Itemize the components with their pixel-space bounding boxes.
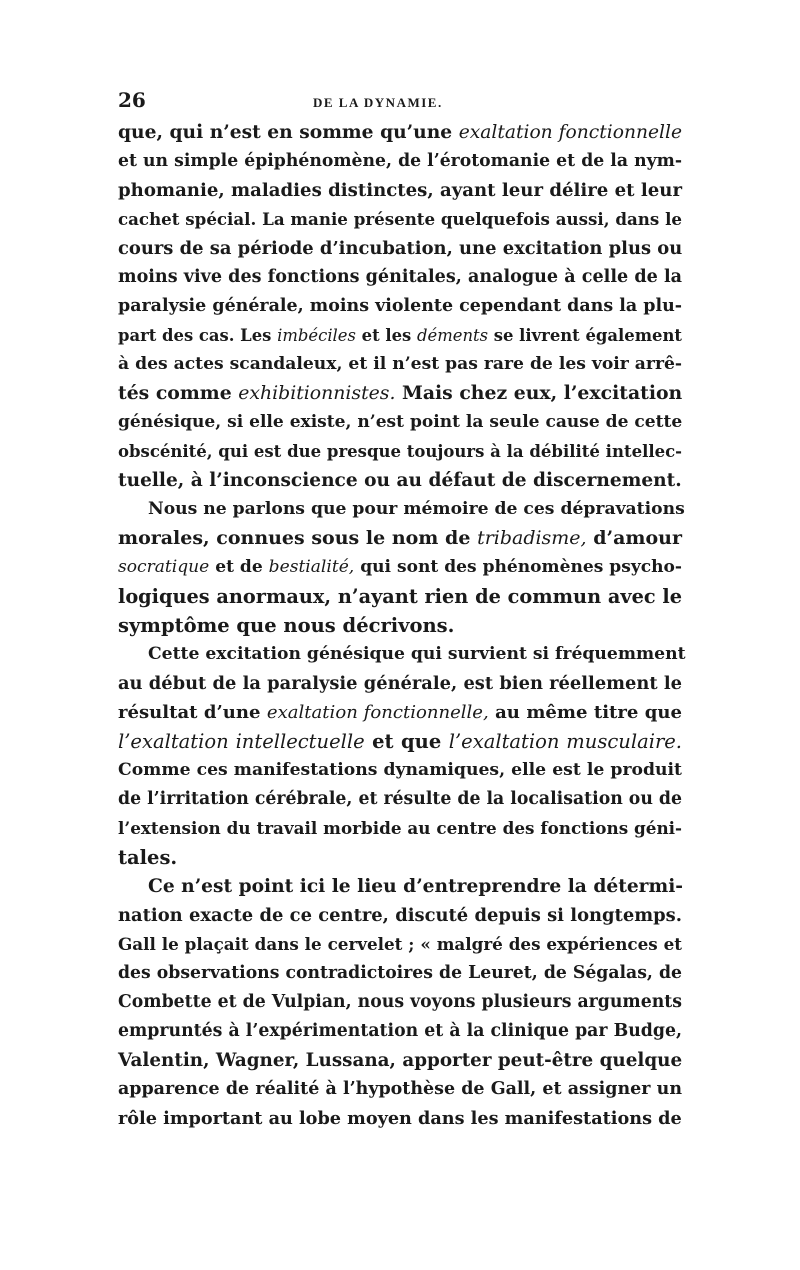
paragraph <box>118 118 682 495</box>
italic-term: imbéciles <box>277 326 356 345</box>
italic-term: déments <box>417 326 489 345</box>
text-run: qui sont des phénomènes psycho- <box>354 557 682 577</box>
text-line <box>118 495 685 524</box>
text-line <box>118 205 682 234</box>
text-run: moins vive des fonctions génitales, analogue à celle de la <box>118 267 682 287</box>
text-run: nation exacte de ce centre, discuté depuis si longtemps. <box>118 905 682 926</box>
text-run: empruntés à l’expérimentation et à la clinique par Budge, <box>118 1021 682 1041</box>
text-run: obscénité, qui est due presque toujours à la débilité intellec- <box>118 441 682 461</box>
text-line <box>118 263 682 292</box>
running-head: DE LA DYNAMIE. <box>313 95 443 110</box>
text-run: symptôme que nous décrivons. <box>118 614 455 637</box>
text-line <box>118 553 682 582</box>
text-run: phomanie, maladies distinctes, ayant leur délire et leur <box>118 180 682 201</box>
text-run: morales, connues sous le nom de <box>118 527 478 549</box>
text-line <box>118 176 682 205</box>
text-run: que, qui n’est en somme qu’une <box>118 121 459 143</box>
text-line <box>118 234 682 263</box>
text-run: l’extension du travail morbide au centre des fonctions géni- <box>118 818 682 838</box>
text-line <box>118 930 682 959</box>
text-line <box>118 988 682 1017</box>
italic-term: bestialité, <box>268 557 355 577</box>
italic-term: exaltation fonctionnelle, <box>266 702 489 723</box>
text-line <box>118 292 682 321</box>
text-run: et que <box>364 730 449 753</box>
text-run: tés comme <box>118 382 239 404</box>
text-line <box>118 872 682 901</box>
text-line <box>118 437 682 466</box>
text-run: logiques anormaux, n’ayant rien de commun avec le <box>118 585 682 608</box>
text-line <box>118 785 682 814</box>
text-run: tales. <box>118 846 178 869</box>
text-run: Ce n’est point ici le lieu d’entreprendre la détermi- <box>148 875 684 897</box>
italic-term: exaltation fonctionnelle <box>458 122 682 143</box>
text-run: résultat d’une <box>118 702 267 723</box>
text-line <box>118 1075 682 1104</box>
text-run: et de <box>209 557 269 577</box>
text-run: des observations contradictoires de Leuret, de Ségalas, de <box>118 963 682 983</box>
text-run: Cette excitation génésique qui survient si fréquemment <box>148 644 686 664</box>
text-line <box>118 582 682 611</box>
text-line <box>118 669 682 698</box>
text-line <box>118 321 682 350</box>
text-run: au même titre que <box>488 702 682 723</box>
text-line <box>118 756 682 785</box>
text-run: part des cas. Les <box>118 326 278 345</box>
text-line <box>118 959 682 988</box>
text-line <box>118 1104 682 1133</box>
text-line <box>118 1046 682 1075</box>
text-run: cours de sa période d’incubation, une excitation plus ou <box>118 238 683 259</box>
text-run: à des actes scandaleux, et il n’est pas rare de les voir arrê- <box>118 354 682 374</box>
text-run: Comme ces manifestations dynamiques, elle est le produit <box>118 760 682 780</box>
page-header <box>118 88 682 118</box>
text-line <box>118 147 682 176</box>
text-run: Combette et de Vulpian, nous voyons plusieurs arguments <box>118 992 682 1012</box>
text-run: et un simple épiphénomène, de l’érotomanie et de la nym- <box>118 151 682 171</box>
text-line <box>118 408 682 437</box>
text-line <box>118 379 682 408</box>
text-run: Mais chez eux, l’excitation <box>395 382 683 404</box>
book-page <box>118 88 686 1133</box>
text-run: se livrent également <box>488 326 682 345</box>
text-run: et les <box>355 326 418 345</box>
text-run: de l’irritation cérébrale, et résulte de la localisation ou de <box>118 789 682 809</box>
italic-term: socratique <box>118 557 210 577</box>
text-run: rôle important au lobe moyen dans les manifestations de <box>118 1108 682 1129</box>
italic-term: tribadisme, <box>477 527 587 549</box>
body-text <box>118 118 686 1133</box>
text-run: Nous ne parlons que pour mémoire de ces dépravations <box>148 499 685 519</box>
text-run: Valentin, Wagner, Lussana, apporter peut-être quelque <box>118 1050 683 1071</box>
text-run: paralysie générale, moins violente cependant dans la plu- <box>118 296 682 316</box>
paragraph <box>118 872 682 1133</box>
text-run: tuelle, à l’inconscience ou au défaut de discernement. <box>118 470 682 491</box>
text-line <box>118 698 682 727</box>
text-run: Gall le plaçait dans le cervelet ; « malgré des expériences et <box>118 934 682 954</box>
paragraph <box>118 495 685 640</box>
italic-term: l’exaltation intellectuelle <box>118 730 365 753</box>
text-line <box>118 901 682 930</box>
text-line <box>118 640 686 669</box>
text-line <box>118 1017 682 1046</box>
italic-term: l’exaltation musculaire. <box>448 730 682 753</box>
text-run: génésique, si elle existe, n’est point la seule cause de cette <box>118 412 683 432</box>
text-line <box>118 466 682 495</box>
text-line <box>118 611 682 640</box>
text-run: apparence de réalité à l’hypothèse de Gall, et assigner un <box>118 1079 682 1099</box>
text-run: cachet spécial. La manie présente quelquefois aussi, dans le <box>118 209 682 229</box>
text-line <box>118 814 682 843</box>
page-number: 26 <box>118 88 146 112</box>
text-line <box>118 118 682 147</box>
text-line <box>118 524 682 553</box>
paragraph <box>118 640 686 872</box>
text-run: au début de la paralysie générale, est bien réellement le <box>118 673 682 694</box>
text-line <box>118 843 682 872</box>
text-line <box>118 727 682 756</box>
text-run: d’amour <box>586 527 682 549</box>
italic-term: exhibitionnistes. <box>238 383 396 404</box>
text-line <box>118 350 682 379</box>
